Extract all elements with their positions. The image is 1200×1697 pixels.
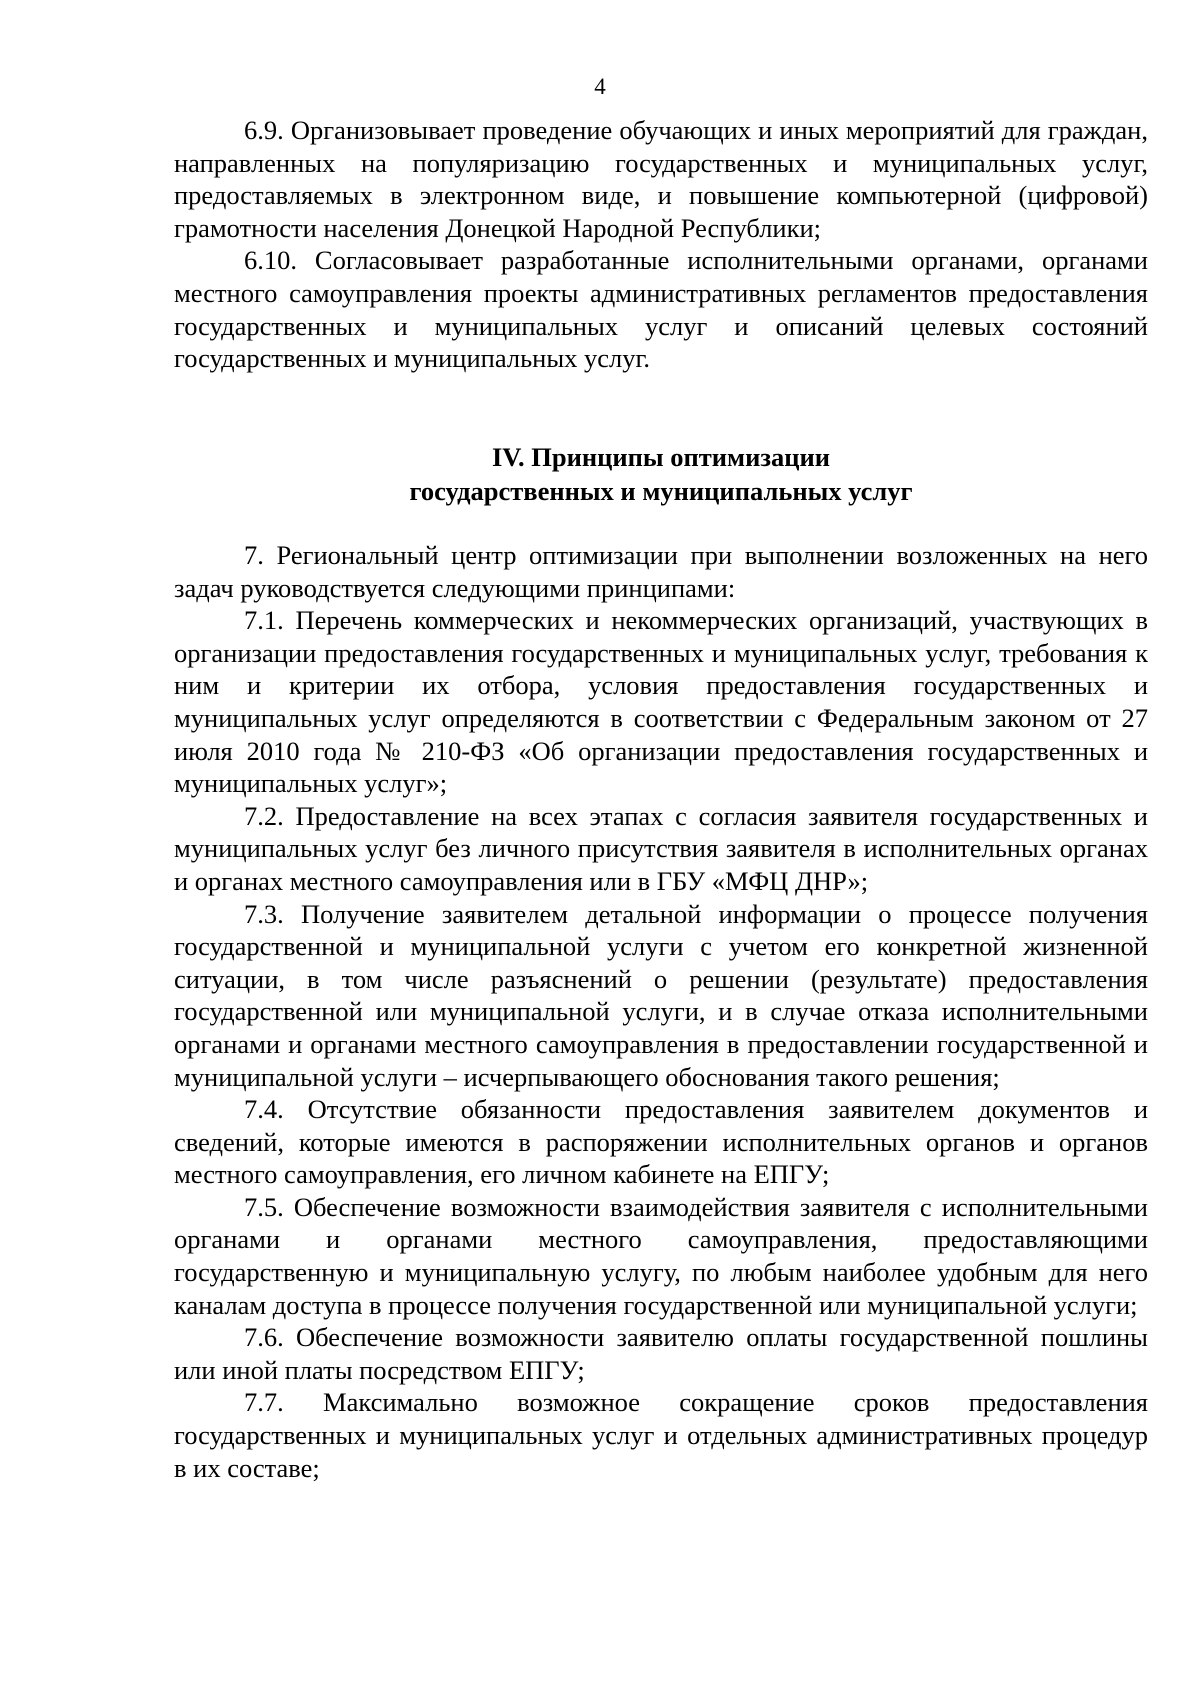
- paragraph-7-2: 7.2. Предоставление на всех этапах с согласия заявителя государственных и муниципальных услуг без личного присутствия заявителя в исполнительных органах и органах местного самоуправления или в ГБУ «МФЦ ДНР»;: [174, 800, 1148, 896]
- paragraph-7-5: 7.5. Обеспечение возможности взаимодействия заявителя с исполнительными органами и органами местного самоуправления, предоставляющими государственную и муниципальную услугу, по любым наиболее удобным для него каналам доступа в процессе получения государственной или муниципальной услуги;: [174, 1191, 1148, 1320]
- section-heading-line-2: государственных и муниципальных услуг: [409, 476, 913, 506]
- paragraph-7-7: 7.7. Максимально возможное сокращение сроков предоставления государственных и муниципальных услуг и отдельных административных процедур в их составе;: [174, 1387, 1148, 1483]
- paragraph-7-6: 7.6. Обеспечение возможности заявителю оплаты государственной пошлины или иной платы посредством ЕПГУ;: [174, 1322, 1148, 1385]
- paragraph-7-1: 7.1. Перечень коммерческих и некоммерческих организаций, участвующих в организации предоставления государственных и муниципальных услуг, требования к ним и критерии их отбора, условия предоставления государственных и муниципальных услуг определяются в соответствии с Федеральным законом от 27 июля 2010 года № 210-ФЗ «Об организации предоставления государственных и муниципальных услуг»;: [174, 605, 1148, 799]
- paragraph-7: 7. Региональный центр оптимизации при выполнении возложенных на него задач руководствуется следующими принципами:: [174, 540, 1148, 603]
- paragraph-7-3: 7.3. Получение заявителем детальной информации о процессе получения государственной и муниципальной услуги с учетом его конкретной жизненной ситуации, в том числе разъяснений о решении (результате) предоставления государственной или муниципальной услуги, и в случае отказа исполнительными органами и органами местного самоуправления в предоставлении государственной и муниципальной услуги – исчерпывающего обоснования такого решения;: [174, 898, 1148, 1092]
- paragraph-6-10: 6.10. Согласовывает разработанные исполнительными органами, органами местного самоуправления проекты административных регламентов предоставления государственных и муниципальных услуг и описаний целевых состояний государственных и муниципальных услуг.: [174, 245, 1148, 374]
- page-number: 4: [594, 74, 606, 99]
- top-paragraphs: [174, 114, 1148, 375]
- principles-list: [174, 539, 1148, 1484]
- section-heading-line-1: IV. Принципы оптимизации: [491, 442, 831, 472]
- paragraph-7-4: 7.4. Отсутствие обязанности предоставления заявителем документов и сведений, которые имеются в распоряжении исполнительных органов и органов местного самоуправления, его личном кабинете на ЕПГУ;: [174, 1094, 1148, 1190]
- section-heading: [174, 440, 1148, 508]
- paragraph-6-9: 6.9. Организовывает проведение обучающих и иных мероприятий для граждан, направленных на популяризацию государственных и муниципальных услуг, предоставляемых в электронном виде, и повышение компьютерной (цифровой) грамотности населения Донецкой Народной Республики;: [174, 115, 1148, 243]
